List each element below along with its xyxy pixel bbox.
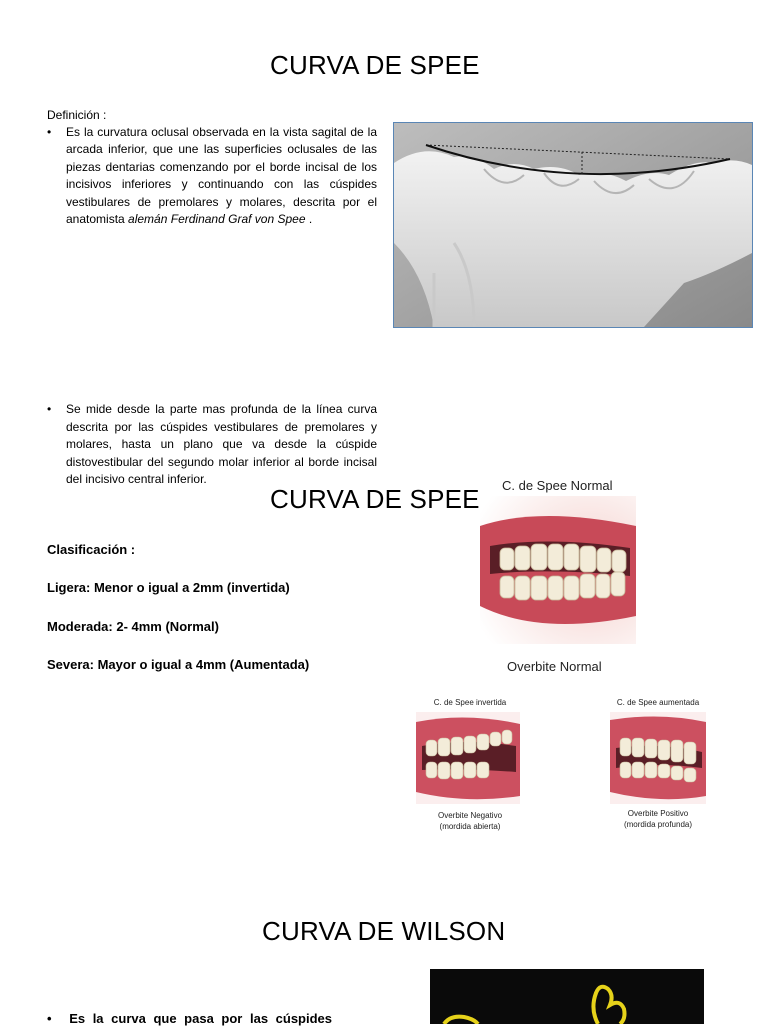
definition-bullet-2	[47, 401, 377, 488]
bullet1-text: Es la curvatura oclusal observada en la vista sagital de la arcada inferior, que une las superficies oclusales de las piezas dentarias comenzando por el borde incisal de los incisivos inferiores y continuando con las cúspides vestibulares de premolares y molares, descrita por el anatomista	[66, 125, 377, 227]
overbite-negative-caption: Overbite Negativo	[437, 811, 503, 820]
section2-title: CURVA DE SPEE	[270, 484, 480, 514]
overbite-normal-caption: Overbite Normal	[507, 659, 602, 674]
wilson-bullet-text: Es la curva que pasa por las cúspides	[69, 1011, 333, 1026]
open-bite-caption: (mordida abierta)	[439, 822, 501, 831]
teeth-normal-illustration	[480, 496, 636, 644]
spee-increased-caption: C. de Spee aumentada	[616, 698, 700, 707]
classification-item-1: Ligera: Menor o igual a 2mm (invertida)	[47, 580, 290, 595]
bullet-icon: •	[47, 125, 52, 139]
section3-title: CURVA DE WILSON	[262, 916, 506, 946]
bullet1-end: .	[305, 212, 313, 227]
section1-title: CURVA DE SPEE	[270, 50, 480, 80]
bullet-icon: •	[47, 402, 52, 417]
teeth-increased-illustration	[610, 712, 706, 804]
bullet2-text: Se mide desde la parte mas profunda de la línea curva descrita por las cúspides vestibulares de premolares y molares, hasta un plano que va desde la cúspide distovestibular del segundo molar inferior al borde incisal del incisivo central inferior.	[66, 402, 377, 487]
classification-item-2: Moderada: 2- 4mm (Normal)	[47, 619, 219, 634]
teeth-inverted-illustration	[416, 712, 520, 804]
bullet-icon: •	[47, 1011, 52, 1026]
overbite-positive-caption: Overbite Positivo	[627, 809, 689, 818]
classification-item-3: Severa: Mayor o igual a 4mm (Aumentada)	[47, 657, 310, 672]
definition-bullet-1	[47, 124, 377, 228]
mandible-photo	[393, 122, 753, 328]
wilson-image	[430, 969, 704, 1024]
definition-label: Definición :	[47, 108, 107, 122]
spee-inverted-caption: C. de Spee invertida	[433, 698, 507, 707]
deep-bite-caption: (mordida profunda)	[623, 820, 693, 829]
bullet1-italic: alemán Ferdinand Graf von Spee	[128, 212, 306, 227]
spee-normal-caption: C. de Spee Normal	[502, 478, 613, 493]
classification-label: Clasificación :	[47, 542, 136, 557]
